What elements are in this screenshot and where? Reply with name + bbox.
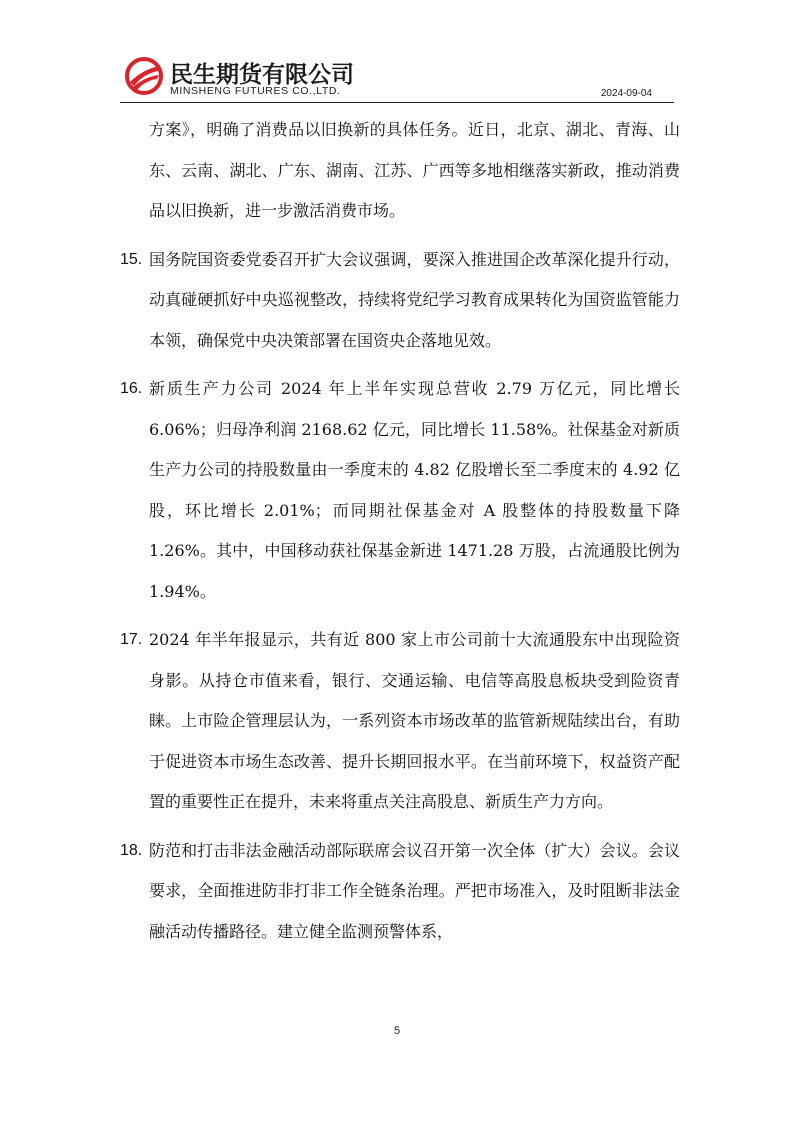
company-name-en: MINSHENG FUTURES CO.,LTD. — [170, 85, 341, 97]
item-number: 18. — [120, 841, 143, 859]
document-body — [120, 110, 680, 952]
item-text: 2024 年半年报显示，共有近 800 家上市公司前十大流通股东中出现险资身影。从持仓市值来看，银行、交通运输、电信等高股息板块受到险资青睐。上市险企管理层认为，一系列资本市场改革的监管新规陆续出台，有助于促进资本市场生态改善、提升长期回报水平。在当前环境下，权益资产配置的重要性正在提升，未来将重点关注高股息、新质生产力方向。 — [149, 630, 680, 811]
item-text: 防范和打击非法金融活动部际联席会议召开第一次全体（扩大）会议。会议要求，全面推进防非打非工作全链条治理。严把市场准入，及时阻断非法金融活动传播路径。建立健全监测预警体系， — [149, 840, 680, 941]
item-number: 16. — [120, 380, 143, 397]
minsheng-logo-icon — [124, 56, 164, 96]
item-text: 新质生产力公司 2024 年上半年实现总营收 2.79 万亿元，同比增长 6.06%；归母净利润 2168.62 亿元，同比增长 11.58%。社保基金对新质生产力公司的持股数量由一季度末的 4.82 亿股增长至二季度末的 4.92 亿股，环比增长 2.01%；而同期社保基金对 A 股整体的持股数量下降 1.26%。其中，中国移动获社保基金新进 1471.28 万股，占流通股比例为 1.94%。 — [149, 379, 680, 601]
item-number: 17. — [120, 631, 143, 648]
page-number: 5 — [393, 1025, 401, 1037]
company-name-cn: 民生期货有限公司 — [170, 62, 354, 88]
list-item — [120, 369, 680, 612]
page-header — [120, 52, 674, 103]
list-item — [120, 240, 680, 362]
list-item — [120, 620, 680, 823]
item-number: 15. — [120, 250, 143, 268]
item-text: 国务院国资委党委召开扩大会议强调，要深入推进国企改革深化提升行动，动真碰硬抓好中央巡视整改，持续将党纪学习教育成果转化为国资监管能力本领，确保党中央决策部署在国资央企落地见效。 — [149, 249, 680, 350]
continued-paragraph: 方案》，明确了消费品以旧换新的具体任务。近日，北京、湖北、青海、山东、云南、湖北、广东、湖南、江苏、广西等多地相继落实新政，推动消费品以旧换新，进一步激活消费市场。 — [149, 120, 680, 220]
report-date: 2024-09-04 — [600, 88, 652, 99]
list-item — [120, 831, 680, 953]
